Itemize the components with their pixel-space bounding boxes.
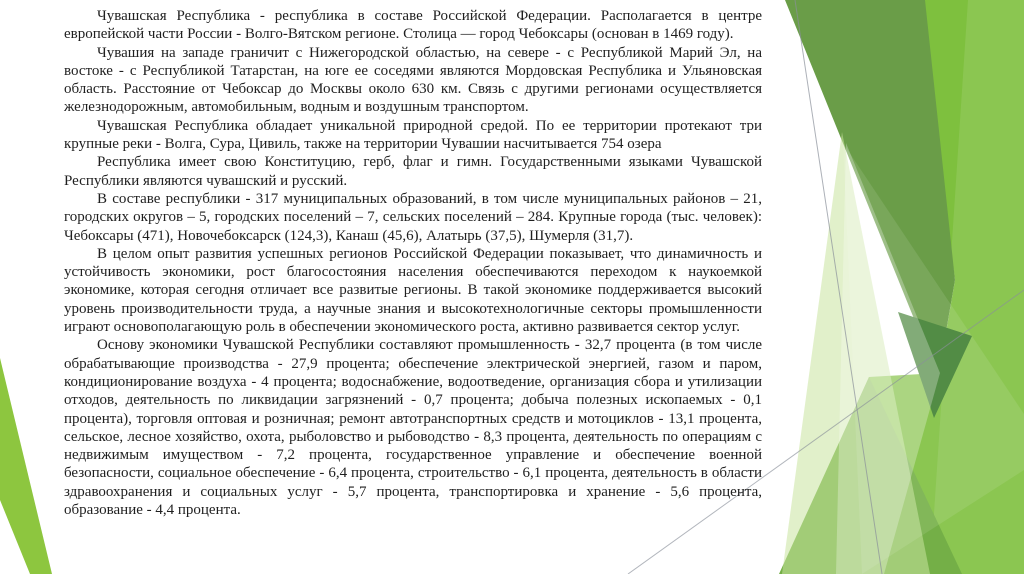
paragraph-borders: Чувашия на западе граничит с Нижегородской областью, на севере - с Республикой Марий Эл, на востоке - с Республикой Татарстан, на юге ее соседями являются Мордовская Республика и Ульяновская область. Расстояние от Чебоксар до Москвы около 630 км. Связь с другими регионами осуществляется железнодорожным, автомобильным, водным и воздушным транспортом. [64, 44, 762, 116]
slide-body-text [64, 7, 762, 519]
corner-wedge [0, 358, 52, 574]
paragraph-intro: Чувашская Республика - республика в составе Российской Федерации. Располагается в центре европейской части России - Волго-Вятском регионе. Столица — город Чебоксары (основан в 1469 году). [64, 8, 762, 43]
paragraph-municipalities: В составе республики - 317 муниципальных образований, в том числе муниципальных районов – 21, городских округов – 5, городских поселений – 7, сельских поселений – 284. Крупные города (тыс. человек): Чебоксары (471), Новочебоксарск (124,3), Канаш (45,6), Алатырь (37,5), Шумерля (31,7). [64, 190, 762, 244]
paragraph-economy-structure: Основу экономики Чувашской Республики составляют промышленность - 32,7 процента (в том числе обрабатывающие производства - 27,9 процента; обеспечение электрической энергией, газом и паром, кондиционирование воздуха - 4 процента; водоснабжение, водоотведение, организация сбора и утилизации отходов, деятельность по ликвидации загрязнений - 0,7 процента; добыча полезных ископаемых - 0,1 процента), торговля оптовая и розничная; ремонт автотранспортных средств и мотоциклов - 13,1 процента, сельское, лесное хозяйство, охота, рыболовство и рыбоводство - 8,3 процента, деятельность по операциям с недвижимым имуществом - 7,2 процента, государственное управление и обеспечение военной безопасности, социальное обеспечение - 6,4 процента, строительство - 6,1 процента, деятельность в области здравоохранения и социальных услуг - 5,7 процента, транспортировка и хранение - 5,6 процента, образование - 4,4 процента. [64, 337, 762, 519]
paragraph-constitution: Республика имеет свою Конституцию, герб, флаг и гимн. Государственными языками Чувашской Республики являются чувашский и русский. [64, 154, 762, 189]
paragraph-economy-growth: В целом опыт развития успешных регионов Российской Федерации показывает, что динамичность и устойчивость экономики, рост благосостояния населения обеспечиваются переходом к наукоемкой экономике, которая сегодня отличает все развитые регионы. В такой экономике поддерживается высокий уровень производительности труда, а научные знания и высокотехнологичные секторы промышленности играют основополагающую роль в обеспечении экономического роста, активно развивается сектор услуг. [64, 245, 762, 336]
paragraph-nature: Чувашская Республика обладает уникальной природной средой. По ее территории протекают три крупные реки - Волга, Сура, Цивиль, также на территории Чувашии насчитывается 754 озера [64, 117, 762, 153]
